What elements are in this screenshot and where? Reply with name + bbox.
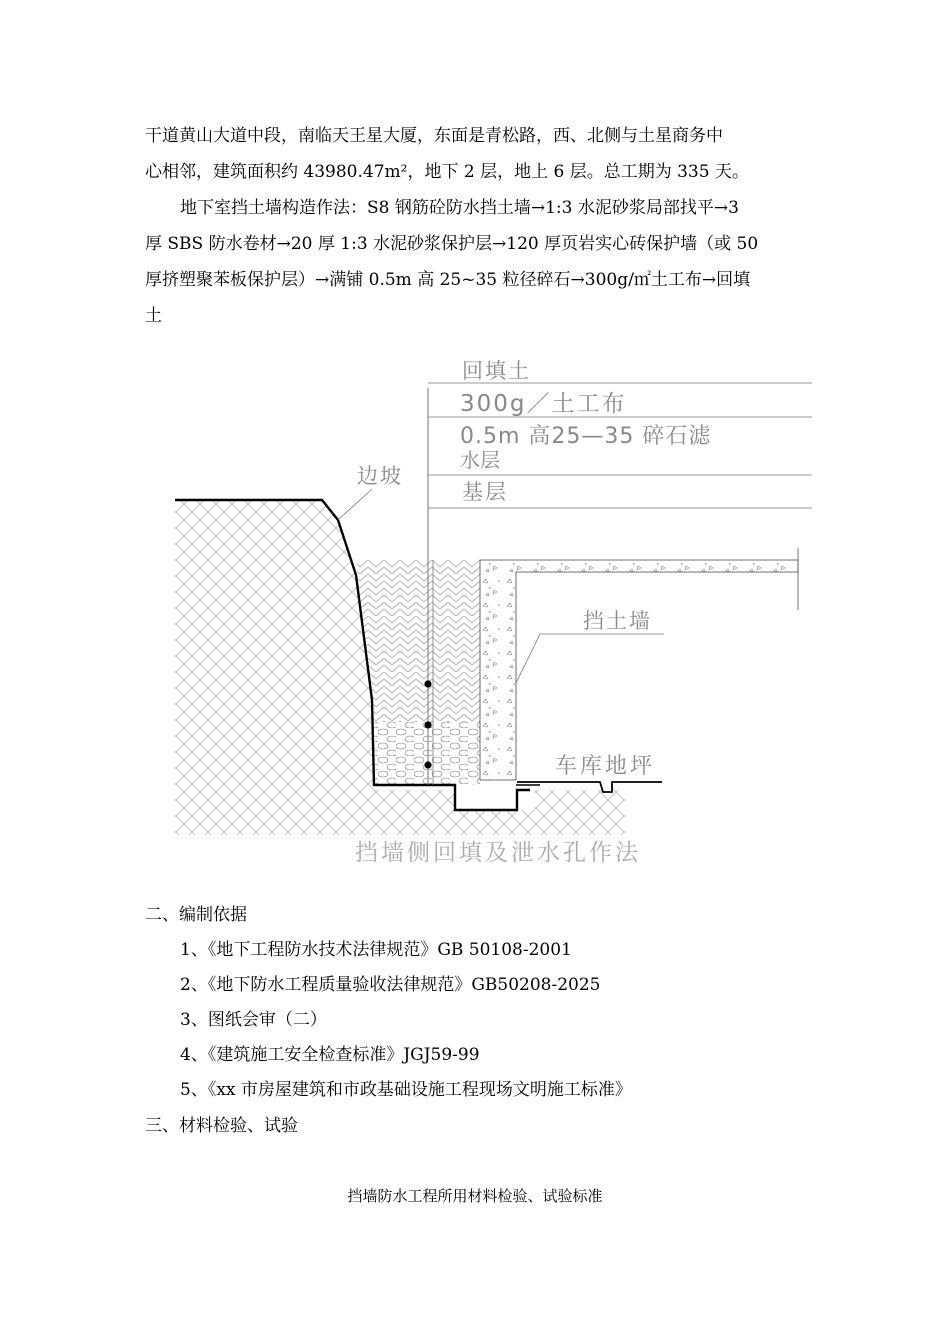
- legend-base: 基层: [462, 480, 508, 504]
- slope-label: 边坡: [357, 464, 403, 488]
- intro-line-6: 土: [145, 306, 162, 326]
- intro-line-4: 厚 SBS 防水卷材→20 厚 1:3 水泥砂浆保护层→120 厚页岩实心砖保护墙（或 50: [145, 234, 759, 254]
- legend-gravel-line1: 0.5m 高25—35 碎石滤: [460, 424, 712, 449]
- intro-line-2: 心相邻，建筑面积约 43980.47m²，地下 2 层，地上 6 层。总工期为 335 天。: [145, 162, 749, 182]
- retaining-wall-body: [480, 560, 798, 780]
- floor-label: 车库地坪: [555, 754, 656, 779]
- reference-item-4: 4、《建筑施工安全检查标准》JGJ59-99: [180, 1045, 480, 1065]
- weep-hole: [424, 680, 431, 687]
- reference-item-5: 5、《xx 市房屋建筑和市政基础设施工程现场文明施工标准》: [180, 1080, 632, 1100]
- backfill-zone: [356, 560, 480, 722]
- reference-item-3: 3、图纸会审（二）: [180, 1010, 327, 1030]
- legend-geotextile: 300g／土工布: [460, 391, 627, 417]
- table-caption: 挡墙防水工程所用材料检验、试验标准: [347, 1187, 603, 1205]
- section2-heading: 二、编制依据: [145, 905, 247, 925]
- section3-heading: 三、材料检验、试验: [145, 1116, 298, 1136]
- reference-item-2: 2、《地下防水工程质量验收法律规范》GB50208-2025: [180, 975, 601, 995]
- legend-gravel-line2: 水层: [460, 448, 500, 472]
- reference-item-1: 1、《地下工程防水技术法律规范》GB 50108-2001: [180, 940, 572, 960]
- gravel-filter-layer: [374, 722, 480, 785]
- figure-caption: 挡墙侧回填及泄水孔作法: [355, 840, 641, 866]
- weep-hole: [424, 721, 431, 728]
- soil-under-slab: [535, 790, 625, 835]
- legend-backfill: 回填土: [462, 359, 531, 383]
- intro-line-1: 干道黄山大道中段，南临天王星大厦，东面是青松路，西、北侧与土星商务中: [145, 126, 723, 146]
- retaining-wall-diagram: [0, 345, 950, 875]
- intro-line-3: 地下室挡土墙构造作法：S8 钢筋砼防水挡土墙→1:3 水泥砂浆局部找平→3: [180, 198, 739, 218]
- weep-hole: [424, 761, 431, 768]
- wall-label: 挡土墙: [583, 609, 652, 633]
- intro-line-5: 厚挤塑聚苯板保护层）→满铺 0.5m 高 25~35 粒径碎石→300g/㎡土工布→回填: [145, 270, 751, 290]
